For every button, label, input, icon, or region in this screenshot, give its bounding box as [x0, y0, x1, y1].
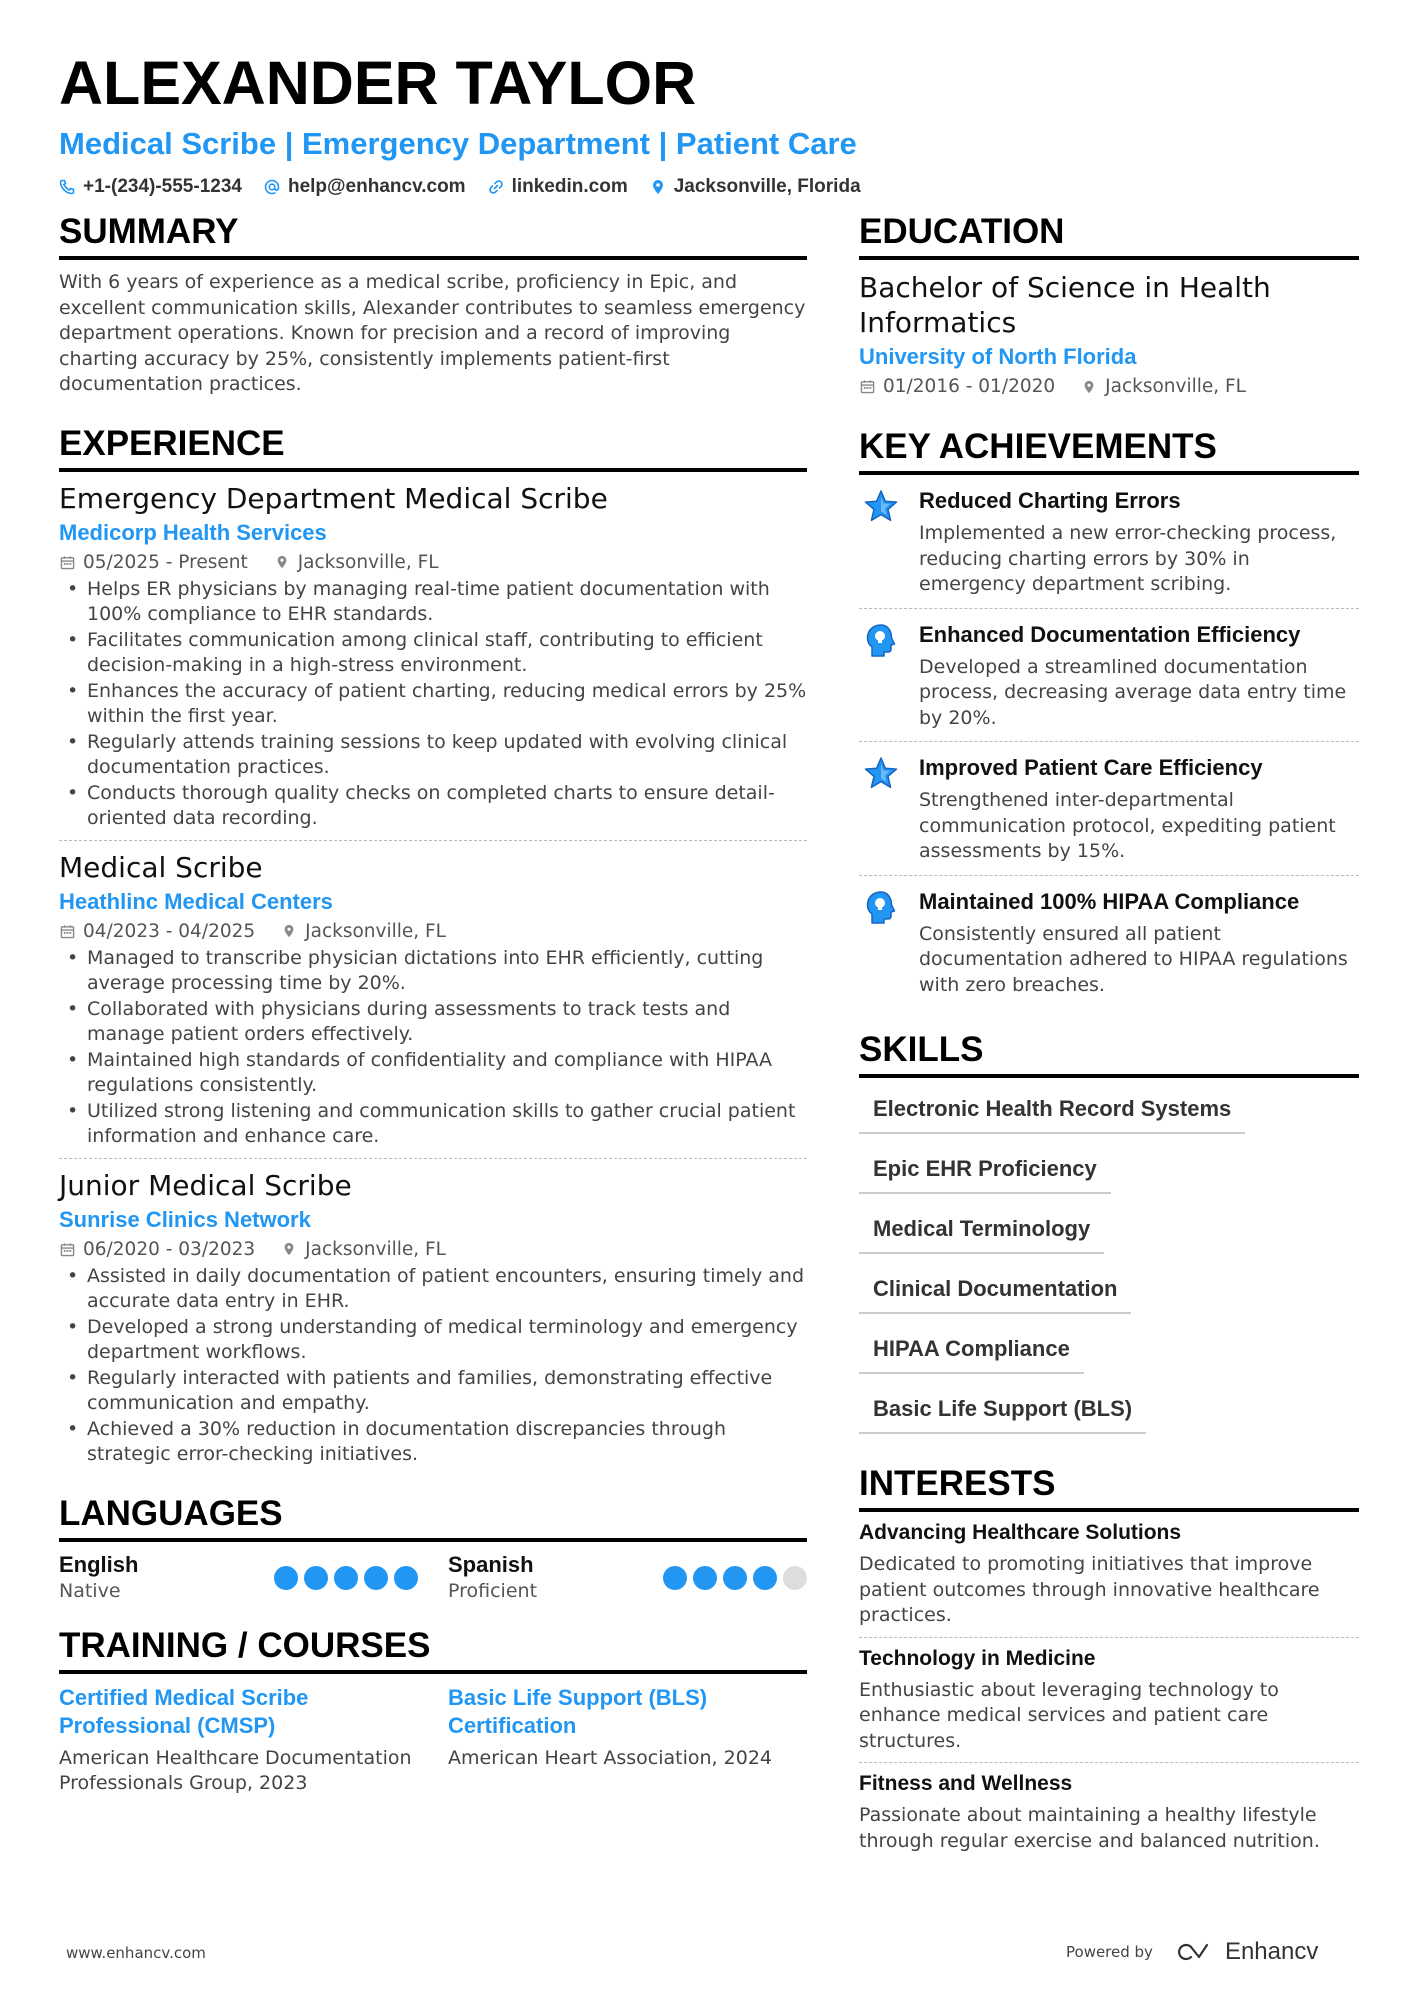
skills-heading: SKILLS: [859, 1030, 1359, 1078]
bullet-item: • Assisted in daily documentation of patient encounters, ensuring timely and accurate data entry in EHR.: [59, 1264, 807, 1315]
rating-dot-filled: [274, 1566, 298, 1590]
achievements-section: [859, 427, 1359, 1008]
enhancv-logo[interactable]: [1177, 1938, 1318, 1966]
rating-dot-filled: [753, 1566, 777, 1590]
star-icon: [859, 754, 903, 865]
training-section: [59, 1626, 807, 1797]
bullet-item: • Collaborated with physicians during assessments to track tests and manage patient orders effectively.: [59, 997, 807, 1048]
course-item: [59, 1684, 418, 1797]
powered-by-label: Powered by: [1066, 1943, 1153, 1961]
right-column: [859, 212, 1359, 1862]
achievement-description: Developed a streamlined documentation process, decreasing average data entry time by 20%.: [919, 655, 1347, 729]
footer-branding: [1066, 1938, 1318, 1966]
achievement-item: [859, 741, 1359, 875]
head-idea-icon: [859, 621, 903, 732]
achievement-item: [859, 875, 1359, 1009]
skill-tag: HIPAA Compliance: [859, 1328, 1084, 1374]
phone-icon: [59, 179, 75, 195]
company-name: Medicorp Health Services: [59, 519, 327, 545]
interest-item: [859, 1637, 1359, 1763]
skill-tag: Basic Life Support (BLS): [859, 1388, 1146, 1434]
footer-website-link[interactable]: www.enhancv.com: [66, 1944, 206, 1962]
skill-tag: Medical Terminology: [859, 1208, 1104, 1254]
language-rating: [274, 1566, 418, 1590]
rating-dot-filled: [663, 1566, 687, 1590]
job-bullets: [59, 946, 807, 1150]
training-heading: TRAINING / COURSES: [59, 1626, 807, 1674]
achievements-heading: KEY ACHIEVEMENTS: [859, 427, 1359, 475]
job-dates: 05/2025 - Present: [83, 551, 248, 573]
job-bullets: [59, 1264, 807, 1468]
experience-heading: EXPERIENCE: [59, 424, 807, 472]
courses-list: [59, 1684, 807, 1797]
job-location: Jacksonville, FL: [305, 1238, 446, 1260]
star-icon: [859, 487, 903, 598]
languages-section: [59, 1494, 807, 1604]
language-level: Native: [59, 1579, 121, 1602]
rating-dot-filled: [723, 1566, 747, 1590]
contact-email[interactable]: [264, 176, 466, 198]
bullet-item: • Utilized strong listening and communication skills to gather crucial patient information and enhance care.: [59, 1099, 807, 1150]
interest-item: [859, 1512, 1359, 1637]
skills-section: [859, 1030, 1359, 1448]
bullet-item: • Developed a strong understanding of medical terminology and emergency department workflows.: [59, 1315, 807, 1366]
job-location: Jacksonville, FL: [305, 920, 446, 942]
education-location: Jacksonville, FL: [1105, 376, 1246, 397]
company-name: Heathlinc Medical Centers: [59, 888, 333, 914]
candidate-name: ALEXANDER TAYLOR: [59, 49, 697, 117]
link-icon: [488, 179, 504, 195]
job-title: Medical Scribe: [59, 850, 263, 884]
achievement-item: [859, 475, 1359, 608]
course-item: [448, 1684, 807, 1797]
at-icon: [264, 179, 280, 195]
job-dates: 04/2023 - 04/2025: [83, 920, 256, 942]
language-item: [59, 1552, 418, 1604]
job-title: Junior Medical Scribe: [59, 1168, 352, 1202]
interest-description: Passionate about maintaining a healthy lifestyle through regular exercise and balanced nutrition.: [859, 1804, 1320, 1852]
bullet-item: • Regularly interacted with patients and families, demonstrating effective communication and empathy.: [59, 1366, 807, 1417]
achievement-title: Enhanced Documentation Efficiency: [919, 621, 1301, 647]
contact-location: [650, 176, 861, 198]
course-title: Certified Medical Scribe Professional (CMSP): [59, 1684, 309, 1738]
achievement-title: Maintained 100% HIPAA Compliance: [919, 888, 1300, 914]
location-pin-icon: [281, 1241, 297, 1257]
language-item: [448, 1552, 807, 1604]
interests-section: [859, 1464, 1359, 1862]
achievement-description: Consistently ensured all patient documentation adhered to HIPAA regulations with zero breaches.: [919, 922, 1348, 996]
achievement-title: Improved Patient Care Efficiency: [919, 755, 1263, 780]
education-heading: EDUCATION: [859, 212, 1359, 260]
head-idea-icon: [859, 888, 903, 999]
job-location: Jacksonville, FL: [297, 551, 439, 573]
course-provider: American Healthcare Documentation Professionals Group, 2023: [59, 1746, 412, 1794]
candidate-headline: Medical Scribe | Emergency Department | Patient Care: [59, 126, 857, 161]
contact-phone-text: +1-(234)-555-1234: [83, 176, 242, 197]
contact-phone[interactable]: [59, 176, 242, 198]
job-dates: 06/2020 - 03/2023: [83, 1238, 256, 1260]
interest-title: Fitness and Wellness: [859, 1772, 1073, 1795]
rating-dot-filled: [304, 1566, 328, 1590]
language-level: Proficient: [448, 1579, 538, 1602]
achievement-item: [859, 608, 1359, 742]
job-bullets: [59, 577, 807, 832]
course-provider: American Heart Association, 2024: [448, 1746, 772, 1769]
interest-title: Technology in Medicine: [859, 1646, 1096, 1670]
achievement-title: Reduced Charting Errors: [919, 488, 1181, 513]
location-pin-icon: [274, 554, 290, 570]
education-meta: [859, 376, 1359, 397]
interest-description: Enthusiastic about leveraging technology to enhance medical services and patient care structures.: [859, 1678, 1279, 1752]
interests-heading: INTERESTS: [859, 1464, 1359, 1512]
bullet-item: • Helps ER physicians by managing real-time patient documentation with 100% compliance to EHR standards.: [59, 577, 807, 628]
enhancv-logo-icon: [1177, 1941, 1217, 1963]
bullet-item: • Achieved a 30% reduction in documentation discrepancies through strategic error-checking initiatives.: [59, 1417, 807, 1468]
contact-linkedin-text: linkedin.com: [511, 176, 628, 197]
bullet-item: • Conducts thorough quality checks on completed charts to ensure detail-oriented data recording.: [59, 781, 807, 832]
calendar-icon: [859, 379, 875, 394]
bullet-item: • Maintained high standards of confidentiality and compliance with HIPAA regulations consistently.: [59, 1048, 807, 1099]
summary-heading: SUMMARY: [59, 212, 807, 260]
calendar-icon: [59, 555, 75, 570]
skill-tag: Epic EHR Proficiency: [859, 1148, 1111, 1194]
company-name: Sunrise Clinics Network: [59, 1206, 311, 1232]
job-meta: [59, 1239, 807, 1260]
achievement-description: Implemented a new error-checking process, reducing charting errors by 30% in emergency department scribing.: [919, 522, 1337, 595]
interest-description: Dedicated to promoting initiatives that improve patient outcomes through innovative healthcare practices.: [859, 1553, 1320, 1626]
location-pin-icon: [1081, 379, 1097, 395]
location-pin-icon: [281, 923, 297, 939]
languages-heading: LANGUAGES: [59, 1494, 807, 1542]
rating-dot-filled: [394, 1566, 418, 1590]
summary-text: With 6 years of experience as a medical scribe, proficiency in Epic, and excellent communication skills, Alexander contributes to seamless emergency department operations. Known for precision and a record of improving charting accuracy by 25%, consistently implements patient-first documentation practices.: [59, 271, 806, 395]
language-name: Spanish: [448, 1551, 534, 1577]
bullet-item: • Regularly attends training sessions to keep updated with evolving clinical documentation practices.: [59, 730, 807, 781]
experience-item: [59, 1158, 807, 1476]
contact-linkedin[interactable]: [488, 176, 628, 198]
rating-dot-filled: [364, 1566, 388, 1590]
left-column: [59, 212, 807, 1797]
contact-bar: [59, 176, 1359, 198]
job-meta: [59, 552, 807, 573]
job-meta: [59, 921, 807, 942]
enhancv-logo-text: Enhancv: [1224, 1938, 1319, 1965]
skill-tag: Electronic Health Record Systems: [859, 1088, 1245, 1134]
skill-tag: Clinical Documentation: [859, 1268, 1131, 1314]
experience-item: [59, 482, 807, 840]
summary-section: [59, 212, 807, 398]
achievement-description: Strengthened inter-departmental communication protocol, expediting patient assessments by 15%.: [919, 789, 1336, 862]
school-name: University of North Florida: [859, 344, 1137, 369]
location-pin-icon: [650, 179, 666, 195]
bullet-item: • Enhances the accuracy of patient charting, reducing medical errors by 25% within the first year.: [59, 679, 807, 730]
calendar-icon: [59, 924, 75, 939]
rating-dot-filled: [693, 1566, 717, 1590]
calendar-icon: [59, 1242, 75, 1257]
language-name: English: [59, 1551, 139, 1577]
rating-dot-empty: [783, 1566, 807, 1590]
interest-item: [859, 1762, 1359, 1862]
experience-item: [59, 840, 807, 1158]
rating-dot-filled: [334, 1566, 358, 1590]
experience-section: [59, 424, 807, 1476]
course-title: Basic Life Support (BLS) Certification: [448, 1684, 708, 1738]
languages-list: [59, 1552, 807, 1604]
bullet-item: • Facilitates communication among clinical staff, contributing to efficient decision-making in a high-stress environment.: [59, 628, 807, 679]
contact-email-text: help@enhancv.com: [287, 176, 466, 197]
resume-header: [59, 48, 1359, 198]
education-dates: 01/2016 - 01/2020: [883, 376, 1056, 397]
degree-title: Bachelor of Science in Health Informatics: [859, 271, 1271, 339]
language-rating: [663, 1566, 807, 1590]
skills-list: [859, 1088, 1359, 1448]
job-title: Emergency Department Medical Scribe: [59, 481, 608, 515]
contact-location-text: Jacksonville, Florida: [673, 176, 861, 197]
education-section: [859, 212, 1359, 397]
bullet-item: • Managed to transcribe physician dictations into EHR efficiently, cutting average processing time by 20%.: [59, 946, 807, 997]
interest-title: Advancing Healthcare Solutions: [859, 1521, 1182, 1544]
